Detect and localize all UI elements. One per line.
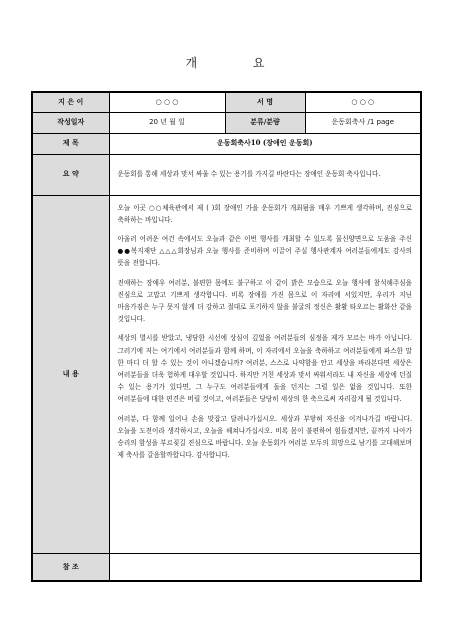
overview-form xyxy=(31,91,422,582)
document-title: 개 요 xyxy=(185,56,291,70)
subject-value: 운동회축사10 (장애인 운동회) xyxy=(109,133,421,154)
summary-label: 요 약 xyxy=(32,154,109,195)
signature-label: 서 명 xyxy=(225,92,305,112)
notes-label: 참 조 xyxy=(32,553,109,581)
subject-label: 제 목 xyxy=(32,133,109,154)
author-label: 지 은 이 xyxy=(32,92,109,112)
content-paragraph: 오늘 이곳 ○○체육관에서 제 ( )회 장애인 가을 운동회가 개최됨을 매우 기쁘게 생각하며, 진심으로 축하하는 바입니다. xyxy=(117,203,412,224)
content-paragraph: 세상의 멸시를 받았고, 냉담한 시선에 상심이 깊었을 여러분들의 심정을 제가 모르는 바가 아닙니다. 그러기에 저는 여기에서 여러분들과 함께 하며, 이 자리에서 오늘을 축하하고 여러분들에게 파스한 말 한 마디 더 할 수 있는 것이 아니겠습니까? 여러분, 스스로 나약함을 안고 세상을 바라본다면 세상은 여러분들을 더욱 험하게 대우할 것입니다. 하지만 거친 세상과 맞서 싸워서라도 내 자신을 세상에 던질 수 있는 용기가 있다면, 그 누구도 여러분들에게 돌을 던지는 그럴 일은 없을 것입니다. 또한 여러분들에 대한 편견은 버릴 것이고, 여러분들은 당당히 세상의 한 축으로써 자리잡게 될 것입니다. xyxy=(117,334,412,404)
date-label: 작성일자 xyxy=(32,112,109,133)
category-value: 운동회축사 /1 page xyxy=(305,112,421,133)
content-cell xyxy=(109,195,421,553)
author-value: ○ ○ ○ xyxy=(109,92,225,112)
signature-value: ○ ○ ○ xyxy=(305,92,421,112)
content-label: 내 용 xyxy=(32,195,109,553)
notes-value xyxy=(109,553,421,581)
content-paragraph: 여러분, 다 함께 일어나 손을 맞잡고 달려나가십시오. 세상과 부닿혀 자신을 이겨나가길 바랍니다. 오늘을 도전이라 생각하시고, 오늘을 헤쳐나가십시오. 비록 몸이 불편하여 힘들겠지만, 끝까지 나아가 승리의 함성을 부르짖길 진심으로 바랍니다. 오늘 운동회가 여러분 모두의 희망으로 남기를 고대해보며 제 축사를 갈음할까합니다. 감사합니다. xyxy=(117,414,412,460)
summary-text: 운동회를 통해 세상과 맞서 싸울 수 있는 용기를 가지길 바란다는 장애인 운동회 축사입니다. xyxy=(117,170,381,179)
category-label: 분류/분량 xyxy=(225,112,305,133)
content-paragraph: 아울러 어려운 여건 속에서도 오늘과 같은 이번 행사를 개최할 수 있도록 물신양면으로 도움을 주신 ●●복지재단 △△△회장님과 오늘 행사를 준비하며 이끌어 주실 행사관계자 여러분들에게도 감사의 뜻을 전합니다. xyxy=(117,234,412,268)
date-value: 20 년 월 일 xyxy=(109,112,225,133)
summary-cell xyxy=(109,154,421,195)
content-paragraph: 진애하는 장애우 여러분, 불편한 몸에도 불구하고 이 같이 밝은 모습으로 오늘 행사에 참석해주심을 진심으로 고맙고 기쁘게 생각합니다. 비록 장애를 가진 몸으로 이 자리에 서있지만, 우리가 지닌 마음가짐은 누구 못지 않게 더 강하고 절대로 포기하지 않을 불굴의 정신은 활활 타오르는 활화산 같을 것입니다. xyxy=(117,278,412,324)
